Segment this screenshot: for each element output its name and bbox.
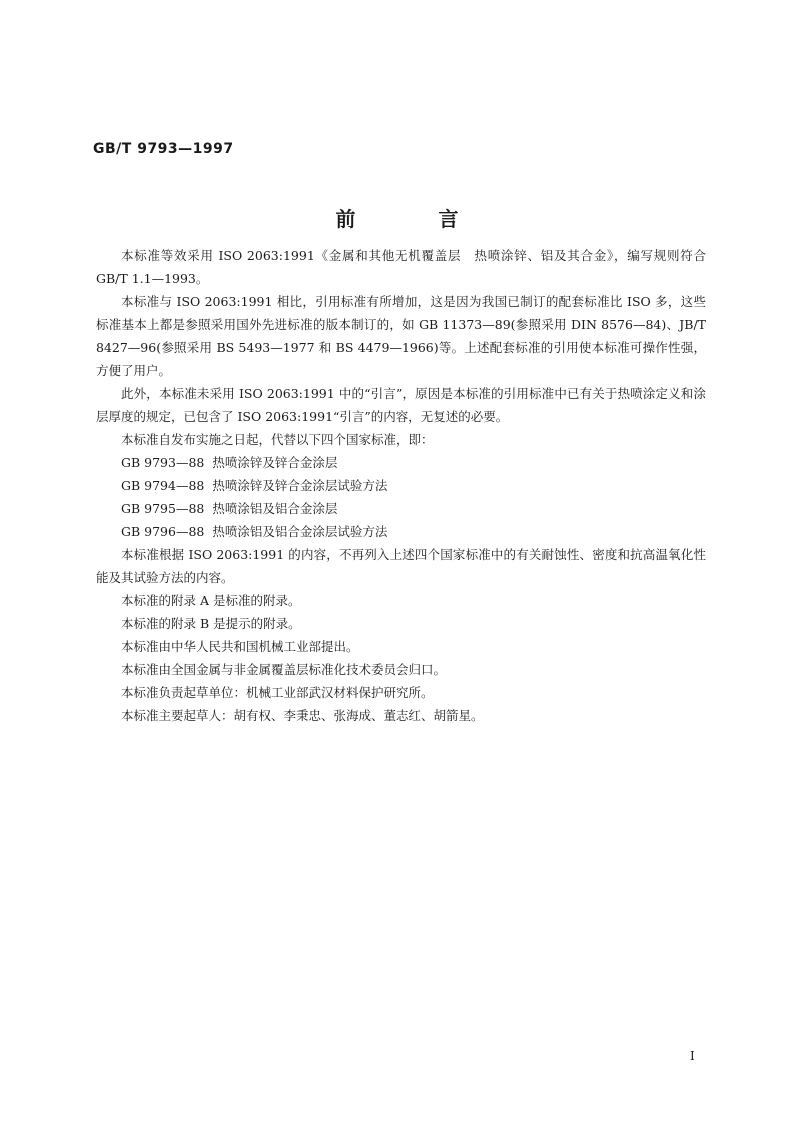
- standard-code: GB/T 9793—1997: [93, 141, 234, 157]
- replaced-standard-name: 热喷涂铝及铝合金涂层试验方法: [212, 524, 388, 539]
- replaced-standard-name: 热喷涂锌及锌合金涂层试验方法: [212, 478, 388, 493]
- replaced-standard-name: 热喷涂锌及锌合金涂层: [212, 455, 338, 470]
- paragraph-committee: 本标准由全国金属与非金属覆盖层标准化技术委员会归口。: [121, 662, 447, 677]
- replaced-standard-code: GB 9796—88: [121, 524, 205, 539]
- paragraph-annex-b: 本标准的附录 B 是提示的附录。: [121, 616, 301, 631]
- replaced-standard-code: GB 9793—88: [121, 455, 205, 470]
- replaced-standard-name: 热喷涂铝及铝合金涂层: [212, 501, 338, 516]
- page-number: I: [690, 1049, 695, 1063]
- paragraph-drafting-unit: 本标准负责起草单位：机械工业部武汉材料保护研究所。: [121, 685, 434, 700]
- paragraph-annex-a: 本标准的附录 A 是标准的附录。: [121, 593, 301, 608]
- replaced-standard-code: GB 9794—88: [121, 478, 205, 493]
- paragraph-referenced-standards: 本标准与 ISO 2063:1991 相比，引用标准有所增加，这是因为我国已制订的配套标准比 ISO 多，这些标准基本上都是参照采用国外先进标准的版本制订的，如 GB 11373—89(参照采用 DIN 8576—84)、JB/T 8427—96(参照采用 BS 5493—1977 和 BS 4479—1966)等。上述配套标准的引用使本标准可操作性强，方便了用户。: [96, 294, 706, 378]
- replaced-standard-item: [96, 474, 706, 497]
- paragraph-proposer: 本标准由中华人民共和国机械工业部提出。: [121, 639, 359, 654]
- paragraph-scope-exclusion: 本标准根据 ISO 2063:1991 的内容，不再列入上述四个国家标准中的有关耐蚀性、密度和抗高温氧化性能及其试验方法的内容。: [96, 547, 706, 585]
- paragraph-equivalence: 本标准等效采用 ISO 2063:1991《金属和其他无机覆盖层 热喷涂锌、铝及其合金》，编写规则符合 GB/T 1.1—1993。: [96, 248, 706, 286]
- replaced-standard-item: [96, 520, 706, 543]
- replaced-standard-item: [96, 497, 706, 520]
- replaced-standard-code: GB 9795—88: [121, 501, 205, 516]
- paragraph-replacement: 本标准自发布实施之日起，代替以下四个国家标准，即：: [121, 432, 434, 447]
- paragraph-drafters: 本标准主要起草人：胡有权、李秉忠、张海成、董志红、胡箭星。: [121, 708, 484, 723]
- paragraph-introduction: 此外，本标准未采用 ISO 2063:1991 中的“引言”，原因是本标准的引用标准中已有关于热喷涂定义和涂层厚度的规定，已包含了 ISO 2063:1991“引言”的内容，无复述的必要。: [96, 386, 706, 424]
- page-title: 前 言: [335, 207, 497, 231]
- replaced-standard-item: [96, 451, 706, 474]
- foreword-body: [96, 244, 706, 727]
